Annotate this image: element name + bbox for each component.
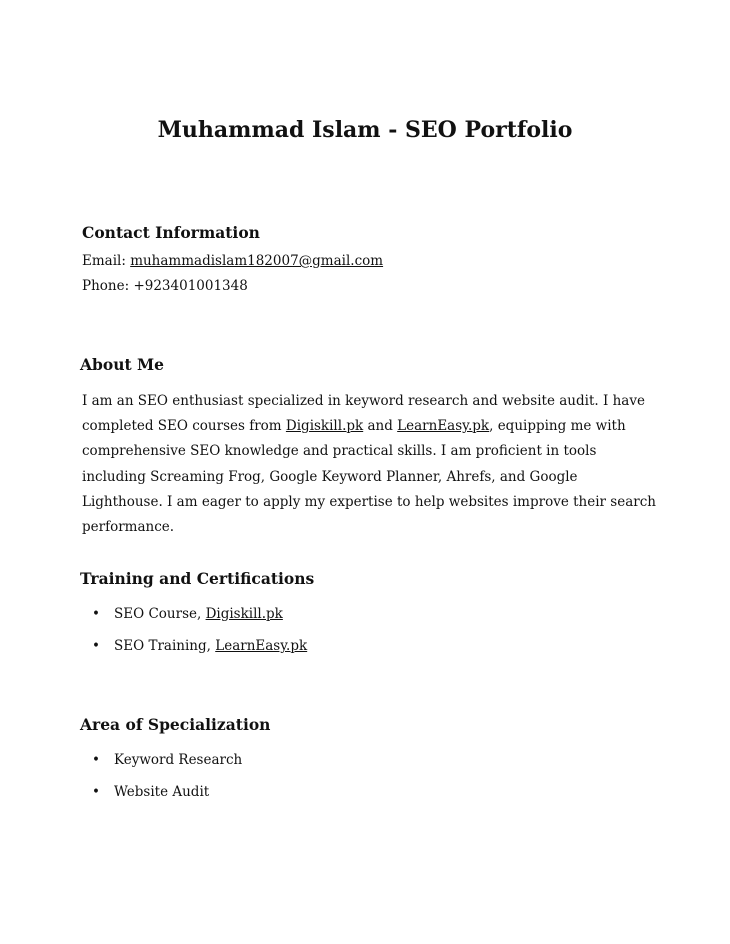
digiskill-link[interactable]: Digiskill.pk	[285, 418, 364, 435]
contact-heading: Contact Information	[82, 223, 260, 242]
about-heading: About Me	[80, 355, 165, 374]
specialization-item: Website Audit	[114, 784, 210, 800]
training-item-text: SEO Training,	[114, 638, 211, 654]
training-item-link[interactable]: LearnEasy.pk	[215, 638, 308, 654]
phone-line	[82, 276, 248, 296]
about-text-1: I am an SEO enthusiast specialized in keyword research and website audit. I have completed SEO courses from	[82, 393, 645, 435]
learneasy-link[interactable]: LearnEasy.pk	[397, 418, 490, 435]
training-item-link[interactable]: Digiskill.pk	[205, 606, 283, 622]
training-item-text: SEO Course,	[114, 606, 202, 622]
phone-value: +923401001348	[133, 278, 248, 294]
email-line	[82, 251, 383, 271]
email-label: Email:	[82, 253, 126, 269]
about-text-2: , equipping me with comprehensive SEO knowledge and practical skills. I am proficient in tools including Screaming Frog, Google Keyword Planner, Ahrefs, and Google Lighthouse. I am eager to apply my expertise to help websites improve their search performance.	[82, 418, 656, 536]
list-item	[92, 604, 283, 624]
list-item	[92, 750, 242, 770]
bullet-icon: •	[92, 606, 100, 622]
about-paragraph	[82, 389, 662, 540]
phone-label: Phone:	[82, 278, 130, 294]
list-item	[92, 782, 209, 802]
list-item	[92, 636, 307, 656]
bullet-icon: •	[92, 784, 100, 800]
specialization-item: Keyword Research	[114, 752, 243, 768]
bullet-icon: •	[92, 752, 100, 768]
email-link[interactable]: muhammadislam182007@gmail.com	[130, 253, 384, 269]
bullet-icon: •	[92, 638, 100, 654]
page-title: Muhammad Islam - SEO Portfolio	[157, 117, 573, 143]
specialization-heading: Area of Specialization	[80, 715, 271, 734]
training-heading: Training and Certifications	[80, 569, 315, 588]
about-and: and	[367, 418, 393, 435]
